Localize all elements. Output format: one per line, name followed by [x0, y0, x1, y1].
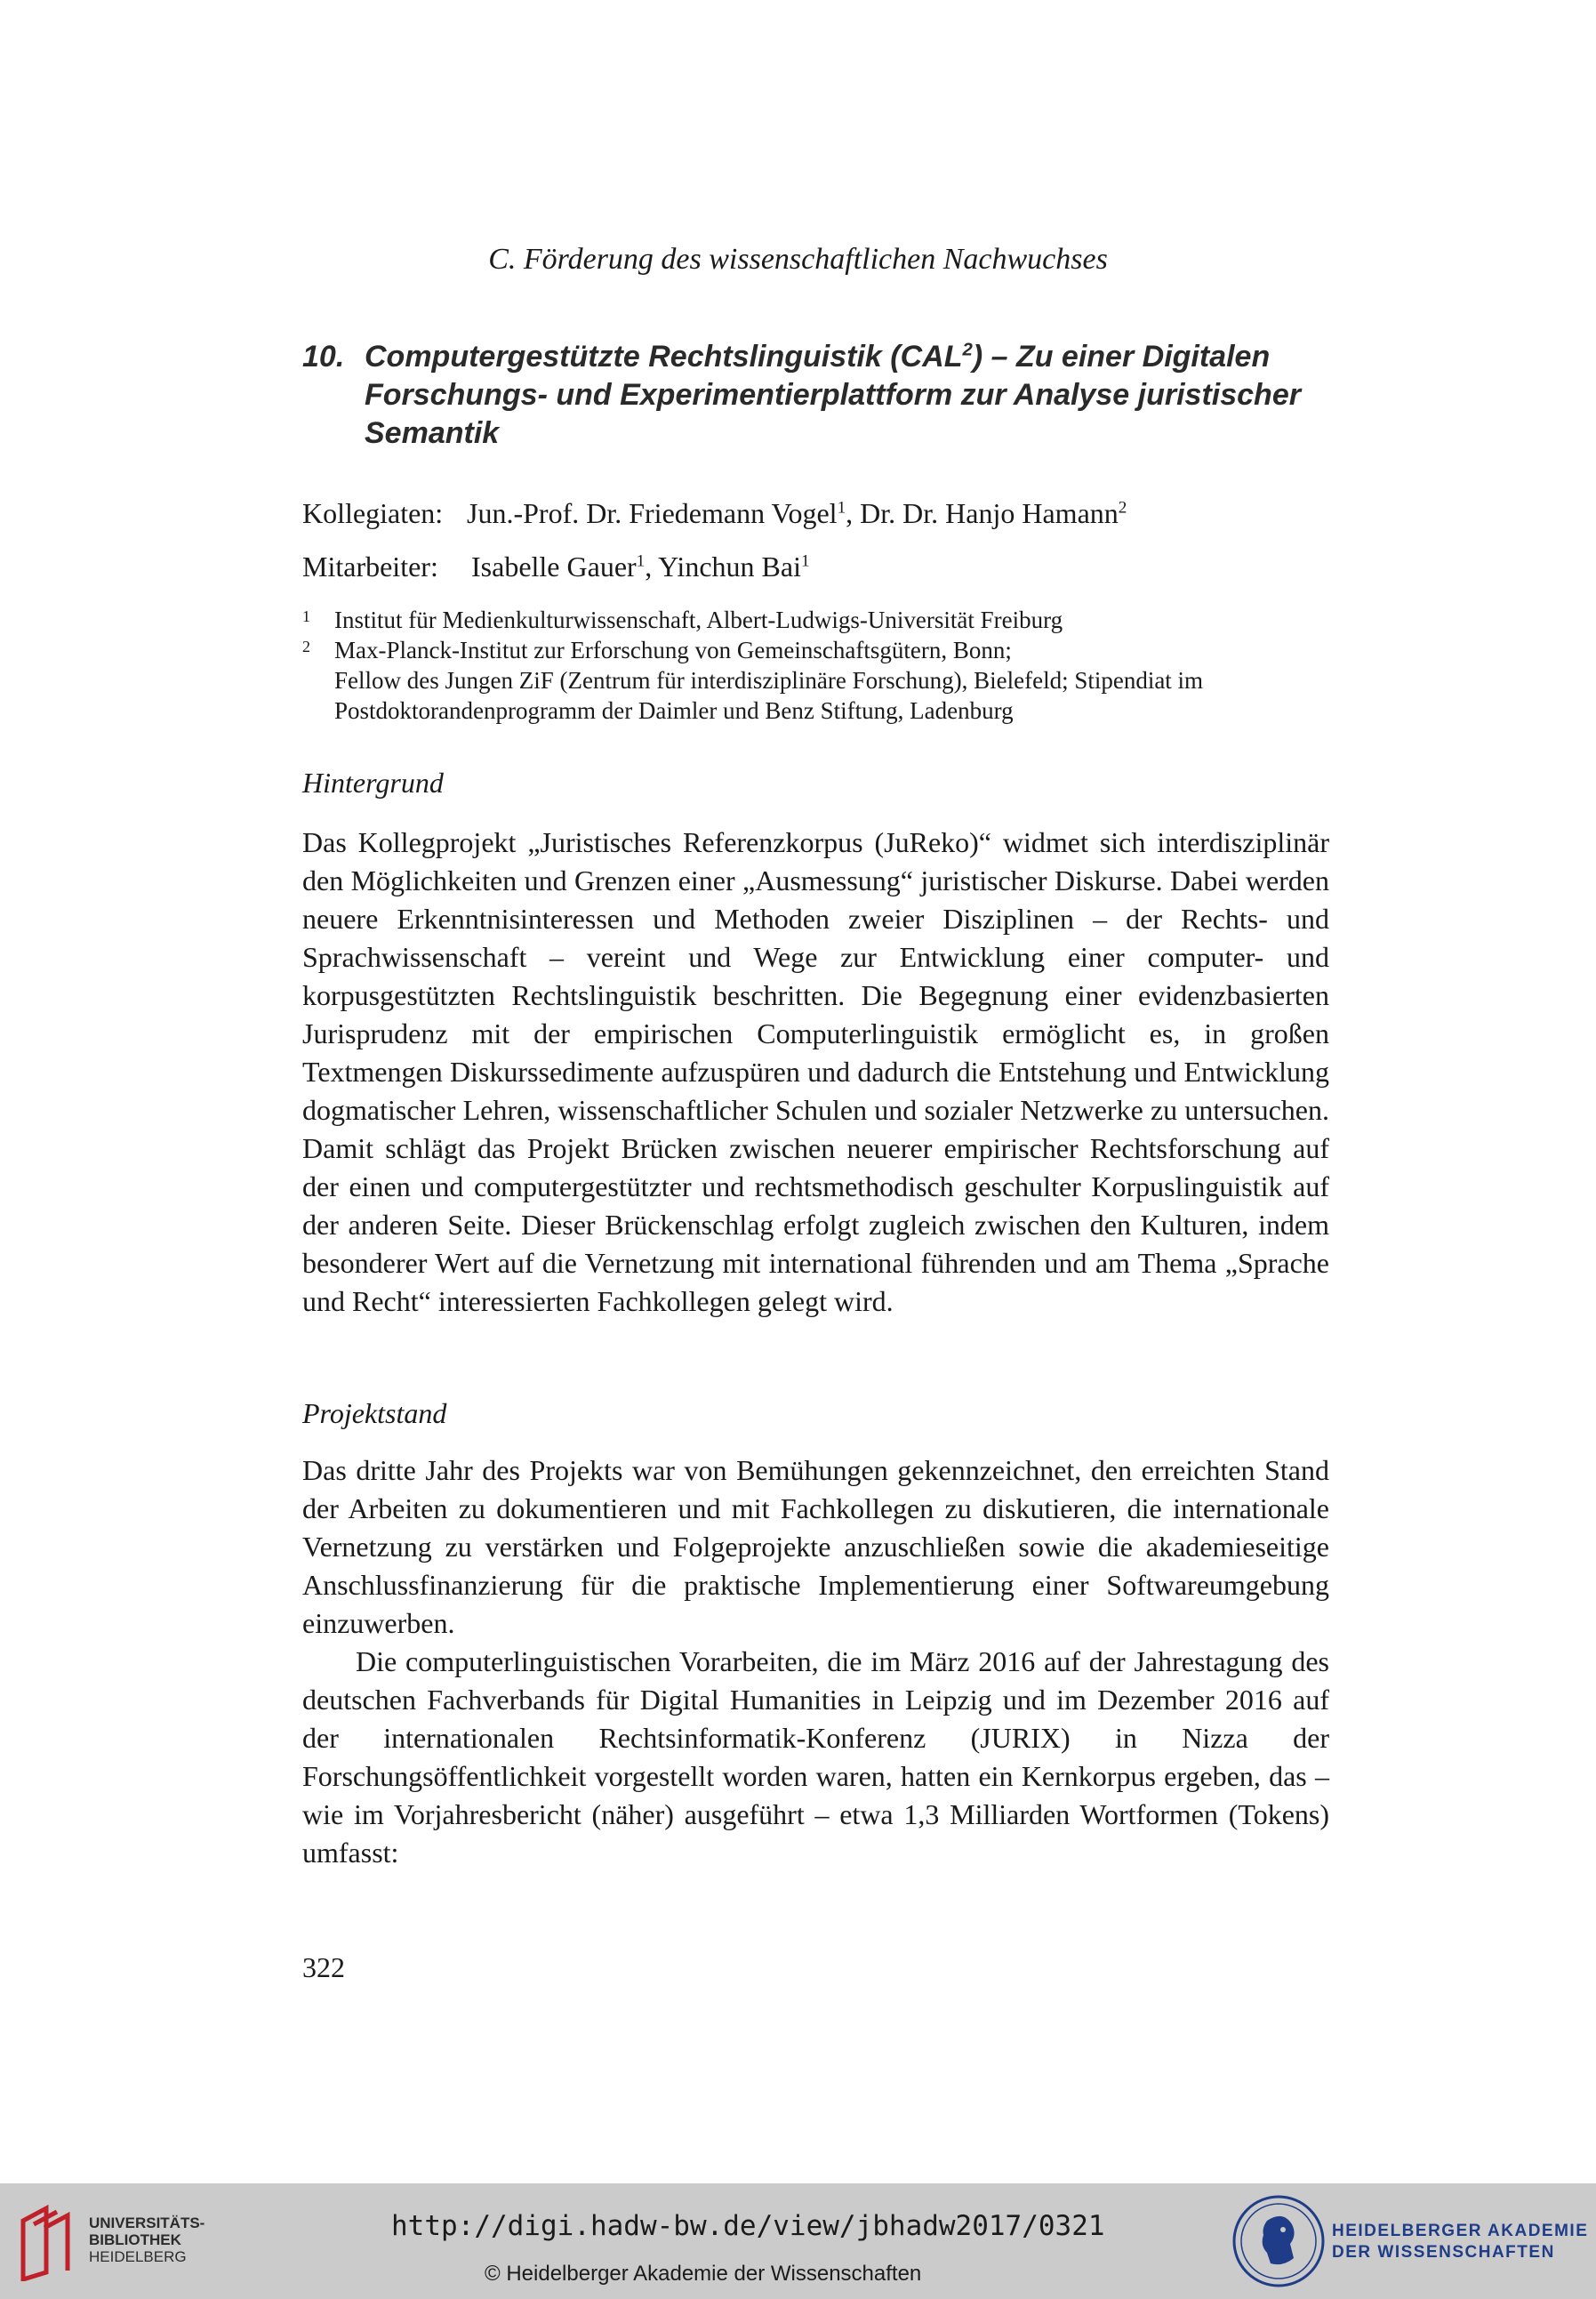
- chapter-number: 10.: [302, 340, 345, 374]
- library-name-line: UNIVERSITÄTS-: [89, 2215, 205, 2231]
- academy-name-line: DER WISSENSCHAFTEN: [1332, 2243, 1555, 2262]
- library-name: [89, 2215, 205, 2265]
- academy-seal-icon: [1231, 2194, 1326, 2288]
- affiliation-mark: 1: [636, 551, 646, 571]
- separator: ,: [645, 551, 659, 583]
- kollegiaten-label: Kollegiaten:: [302, 497, 444, 529]
- library-name-line: HEIDELBERG: [89, 2248, 187, 2265]
- person-name: Jun.-Prof. Dr. Friedemann Vogel: [467, 497, 838, 529]
- chapter-title-part: ) – Zu einer Digitalen: [972, 340, 1271, 374]
- footnote-mark: 2: [302, 638, 310, 655]
- affiliation-mark: 1: [800, 551, 810, 571]
- footnote-line: Fellow des Jungen ZiF (Zentrum für interdisziplinäre Forschung), Bielefeld; Stipendiat im: [334, 667, 1204, 694]
- paragraph: Das dritte Jahr des Projekts war von Bemühungen gekennzeichnet, den erreichten Stand der Arbeiten zu dokumentieren und mit Fachkollegen zu diskutieren, die internationale Vernetzung zu verstärken und Folgeprojekte anzuschließen sowie die akademieseitige Anschlussfinanzierung für die praktische Implementierung einer Softwareumgebung einzuwerben.: [302, 1454, 1329, 1639]
- section-body-hintergrund: [302, 824, 1329, 1321]
- academy-name-line: HEIDELBERGER AKADEMIE: [1332, 2222, 1589, 2240]
- person-name: Yinchun Bai: [658, 551, 801, 583]
- person-name: Dr. Dr. Hanjo Hamann: [860, 497, 1119, 529]
- paragraph: Die computerlinguistischen Vorarbeiten, die im März 2016 auf der Jahrestagung des deutschen Fachverbands für Digital Humanities in Leipzig und im Dezember 2016 auf der internationalen Rechtsinformatik-Konferenz (JURIX) in Nizza der Forschungsöffentlichkeit vorgestellt worden waren, hatten ein Kernkorpus ergeben, das – wie im Vorjahresbericht (näher) ausgeführt – etwa 1,3 Milliarden Wortformen (Tokens) umfasst:: [302, 1645, 1329, 1869]
- library-name-line: BIBLIOTHEK: [89, 2231, 181, 2248]
- chapter-title: [365, 338, 1334, 453]
- permalink-url[interactable]: http://digi.hadw-bw.de/view/jbhadw2017/0321: [391, 2210, 1105, 2242]
- person-name: Isabelle Gauer: [471, 551, 637, 583]
- section-heading-projektstand: Projektstand: [302, 1397, 447, 1429]
- footnote: [302, 635, 1334, 726]
- footnote-line: Max-Planck-Institut zur Erforschung von Gemeinschaftsgütern, Bonn;: [334, 637, 1012, 663]
- chapter-title-sup: 2: [962, 340, 973, 360]
- affiliation-footnotes: [302, 605, 1334, 726]
- footnote-mark: 1: [302, 607, 310, 625]
- mitarbeiter-line: [302, 549, 810, 584]
- section-body-projektstand: [302, 1451, 1329, 1872]
- academy-name: [1332, 2221, 1588, 2263]
- library-logo-icon: [16, 2201, 78, 2281]
- affiliation-mark: 2: [1118, 498, 1127, 518]
- footnote: [302, 605, 1334, 635]
- mitarbeiter-label: Mitarbeiter:: [302, 551, 438, 583]
- separator: ,: [846, 497, 861, 529]
- chapter-title-part: Computergestützte Rechtslinguistik (CAL: [365, 340, 963, 374]
- page-number: 322: [302, 1951, 345, 1983]
- footnote-line: Institut für Medienkulturwissenschaft, Albert-Ludwigs-Universität Freiburg: [334, 607, 1063, 633]
- paragraph: Das Kollegprojekt „Juristisches Referenzkorpus (JuReko)“ widmet sich interdisziplinär den Möglichkeiten und Grenzen einer „Ausmessung“ juristischer Diskurse. Dabei werden neuere Erkenntnisinteressen und Methoden zweier Disziplinen – der Rechts- und Sprachwissenschaft – vereint und Wege zur Entwicklung einer computer- und korpusgestützten Rechtslinguistik beschritten. Die Begegnung einer evidenzbasierten Jurisprudenz mit der empirischen Computerlinguistik ermöglicht es, in großen Textmengen Diskurssedimente aufzuspüren und dadurch die Entstehung und Entwicklung dogmatischer Lehren, wissenschaftlicher Schulen und sozialer Netzwerke zu untersuchen. Damit schlägt das Projekt Brücken zwischen neuerer empirischer Rechtsforschung auf der einen und computergestützter und rechtsmethodisch geschulter Korpuslinguistik auf der anderen Seite. Dieser Brückenschlag erfolgt zugleich zwischen den Kulturen, indem besonderer Wert auf die Vernetzung mit international führenden und am Thema „Sprache und Recht“ interessierten Fachkollegen gelegt wird.: [302, 826, 1329, 1317]
- affiliation-mark: 1: [837, 498, 846, 518]
- digitization-footer: [0, 2183, 1596, 2299]
- section-heading-hintergrund: Hintergrund: [302, 767, 444, 799]
- chapter-title-line: Semantik: [365, 416, 500, 450]
- chapter-title-line: Forschungs- und Experimentierplattform zur Analyse juristischer: [365, 378, 1301, 412]
- footnote-line: Postdoktorandenprogramm der Daimler und Benz Stiftung, Ladenburg: [334, 697, 1014, 724]
- copyright-notice: © Heidelberger Akademie der Wissenschaften: [485, 2262, 922, 2286]
- running-head: C. Förderung des wissenschaftlichen Nachwuchses: [488, 243, 1108, 276]
- kollegiaten-line: [302, 495, 1127, 531]
